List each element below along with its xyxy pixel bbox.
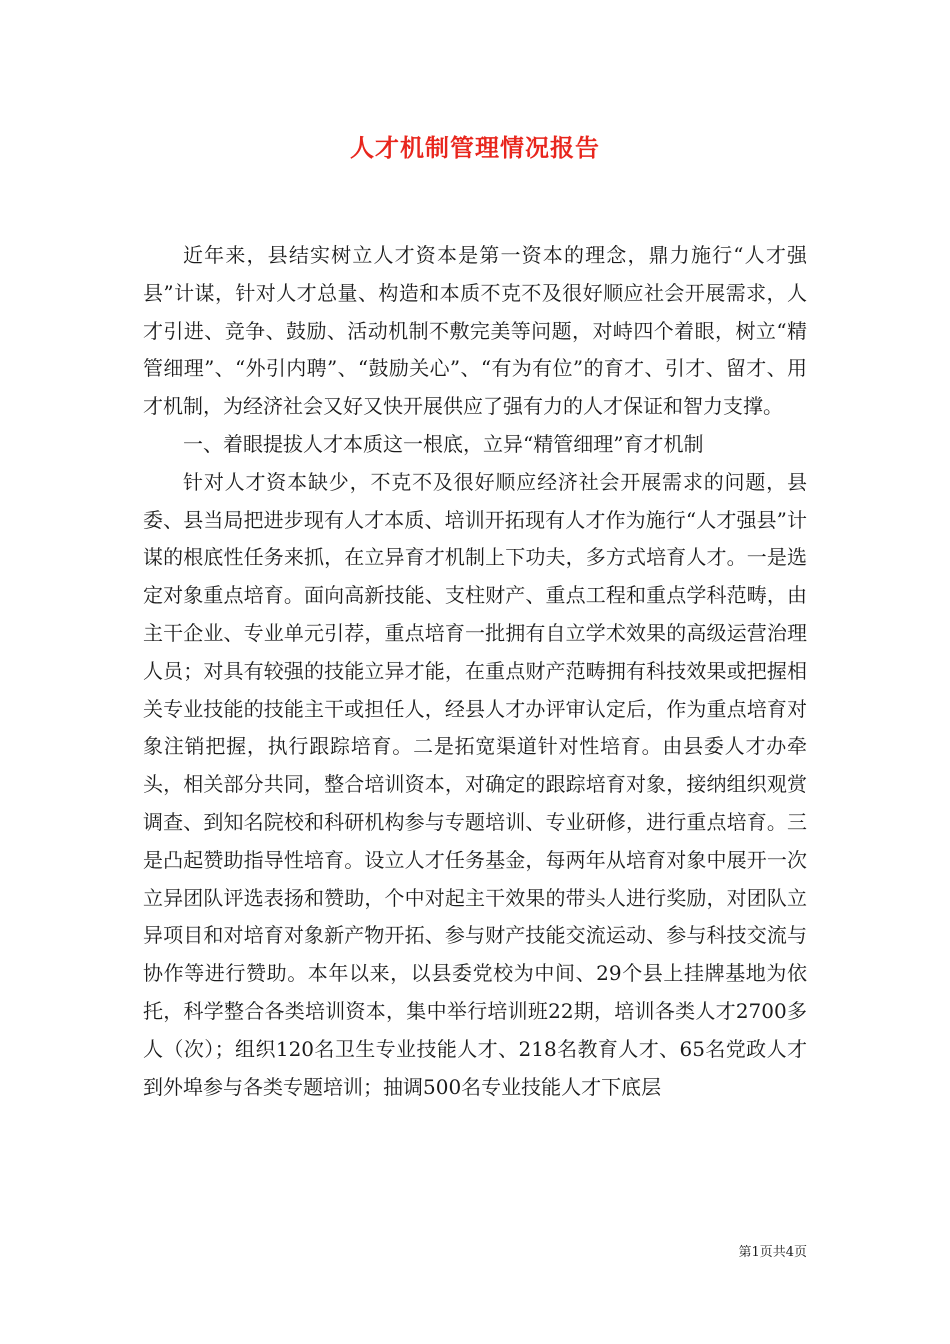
document-body (143, 237, 807, 1106)
section-heading: 一、着眼提拔人才本质这一根底，立异“精管细理”育才机制 (183, 431, 704, 456)
intro-paragraph: 近年来，县结实树立人才资本是第一资本的理念，鼎力施行“人才强县”计谋，针对人才总量、构造和本质不克不及很好顺应社会开展需求，人才引进、竞争、鼓励、活动机制不敷完美等问题，对峙四个着眼，树立“精管细理”、“外引内聘”、“鼓励关心”、“有为有位”的育才、引才、留才、用才机制，为经济社会又好又快开展供应了强有力的人才保证和智力支撑。 (143, 243, 807, 419)
section-paragraph: 针对人才资本缺少，不克不及很好顺应经济社会开展需求的问题，县委、县当局把进步现有人才本质、培训开拓现有人才作为施行“人才强县”计谋的根底性任务来抓，在立异育才机制上下功夫，多方式培育人才。一是选定对象重点培育。面向高新技能、支柱财产、重点工程和重点学科范畴，由主干企业、专业单元引荐，重点培育一批拥有自立学术效果的高级运营治理人员；对具有较强的技能立异才能，在重点财产范畴拥有科技效果或把握相关专业技能的技能主干或担任人，经县人才办评审认定后，作为重点培育对象注销把握，执行跟踪培育。二是拓宽渠道针对性培育。由县委人才办牵头，相关部分共同，整合培训资本，对确定的跟踪培育对象，接纳组织观赏调查、到知名院校和科研机构参与专题培训、专业研修，进行重点培育。三是凸起赞助指导性培育。设立人才任务基金，每两年从培育对象中展开一次立异团队评选表扬和赞助，个中对起主干效果的带头人进行奖励，对团队立异项目和对培育对象新产物开拓、参与财产技能交流运动、参与科技交流与协作等进行赞助。本年以来，以县委党校为中间、29个县上挂牌基地为依托，科学整合各类培训资本，集中举行培训班22期，培训各类人才2700多人（次）；组织120名卫生专业技能人才、218名教育人才、65名党政人才到外埠参与各类专题培训；抽调500名专业技能人才下底层 (143, 469, 807, 1099)
document-title: 人才机制管理情况报告 (350, 133, 600, 162)
page-number: 第1页共4页 (738, 1245, 807, 1260)
